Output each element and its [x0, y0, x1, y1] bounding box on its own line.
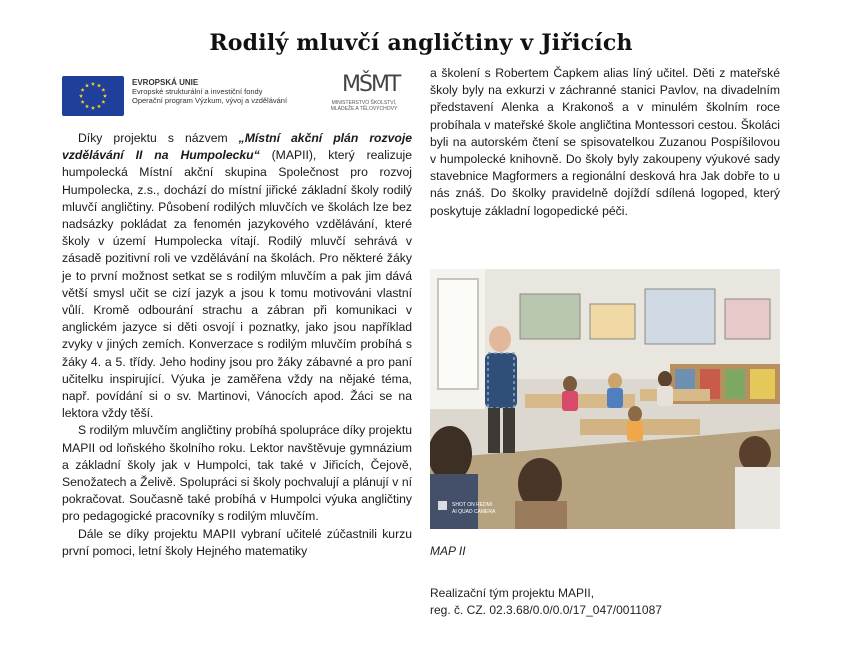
msmt-subtitle-line2: MLÁDEŽE A TĚLOVÝCHOVY — [330, 106, 398, 112]
eu-star-icon — [103, 94, 107, 98]
left-column — [62, 130, 412, 560]
funding-logos — [62, 74, 422, 120]
project-team: Realizační tým projektu MAPII, — [430, 586, 595, 600]
photo-watermark-line2: AI QUAD CAMERA — [452, 509, 496, 515]
eu-star-icon — [85, 104, 89, 108]
photo-caption: MAP II — [430, 544, 466, 558]
eu-star-icon — [81, 100, 85, 104]
eu-star-icon — [97, 104, 101, 108]
eu-heading: EVROPSKÁ UNIE — [132, 78, 199, 87]
eu-star-icon — [101, 88, 105, 92]
msmt-subtitle-line1: MINISTERSTVO ŠKOLSTVÍ, — [331, 100, 397, 106]
eu-star-icon — [85, 83, 89, 87]
paragraph-1-intro: Díky projektu s názvem — [78, 131, 239, 145]
eu-star-icon — [97, 83, 101, 87]
msmt-subtitle — [324, 100, 404, 112]
eu-funds-line: Evropské strukturální a investiční fondy — [132, 87, 263, 96]
project-registration: reg. č. CZ. 02.3.68/0.0/0.0/17_047/0011087 — [430, 603, 662, 617]
paragraph-2: S rodilým mluvčím angličtiny probíhá spolupráce díky projektu MAPII od loňského školního roku. Lektor navštěvuje gymnázium a základní školy jak v Humpolci, tak také v Jiřicích, Čejově, Senožatech a Želivě. Spolupráci si školy pochvalují a plánují v ní pokračovat. Současně také probíhá v Humpolci výuka angličtiny pro pedagogické pracovníky s rodilým mluvčím. — [62, 423, 412, 524]
photo-watermark-line1: SHOT ON REDMI — [452, 502, 493, 508]
eu-star-icon — [79, 94, 83, 98]
classroom-photo-illustration — [430, 269, 780, 529]
msmt-mark: MŠMT — [342, 72, 400, 97]
eu-flag-icon — [62, 76, 124, 116]
classroom-photo — [430, 269, 780, 529]
paragraph-3: Dále se díky projektu MAPII vybraní učitelé zúčastnili kurzu první pomoci, letní školy Hejného matematiky — [62, 526, 412, 558]
msmt-logo — [324, 72, 404, 122]
paragraph-1 — [62, 130, 412, 422]
paragraph-1-body: (MAPII), který realizuje humpolecká Místní akční skupina Společnost pro rozvoj Humpolecka, z.s., dochází do místní jiřické základní školy rodilý mluvčí angličtiny. Působení rodilých mluvčích ve školách lze bez nadsázky pokládat za fenomén jazykového vzdělávání, které školy v území Humpolecka vítají. Rodilý mluvčí sehrává v zásadě pozitivní roli ve vzdělávání na školách. Pro některé žáky je to první možnost setkat se s rodilým mluvčím a pak jim dává větší smysl učit se cizí jazyk a jsou k tomu motivováni vlastní vůlí. Kromě odbourání strachu a zábran při komunikaci v anglickém jazyce si děti osvojí i poznatky, jako jsou například zvyky v jiných zemích. Konverzace s rodilým mluvčím probíhá s žáky 4. a 5. třídy. Jeho hodiny jsou pro žáky zábavné a pro paní učitelku inspirující. Výuka je zaměřena vždy na nějaké téma, např. povídání si o sv. Martinovi, Vánocích apod. Žáci se na lektora vždy těší. — [62, 148, 412, 421]
right-column — [430, 65, 780, 220]
eu-star-icon — [91, 106, 95, 110]
eu-star-icon — [91, 82, 95, 86]
eu-logo-text — [132, 78, 287, 105]
eu-star-icon — [81, 88, 85, 92]
paragraph-continued: a školení s Robertem Čapkem alias líný učitel. Děti z mateřské školy byly na exkurzi v záchranné stanici Pavlov, na divadelním představení Alenka a Krakonoš a v minulém školním roce probíhala v mateřské škole angličtina Montessori cestou. Školáci byli na autorském čtení se spisovatelkou Zuzanou Pospíšilovou v humpolecké knihovně. Do školy byly zakoupeny výukové sady stavebnice Magformers a regionální desková hra Jak dobře to u nás znáš. Do školky pravidelně dojíždí sdílená logoped, který poskytuje základní logopedické péči. — [430, 66, 780, 218]
eu-program-line: Operační program Výzkum, vývoj a vzdělávání — [132, 96, 288, 105]
article-title: Rodilý mluvčí angličtiny v Jiřicích — [209, 30, 633, 56]
project-name: „Místní akční plán rozvoje vzdělávání II na Humpolecku“ — [62, 131, 412, 163]
project-footer — [430, 585, 662, 619]
eu-star-icon — [101, 100, 105, 104]
